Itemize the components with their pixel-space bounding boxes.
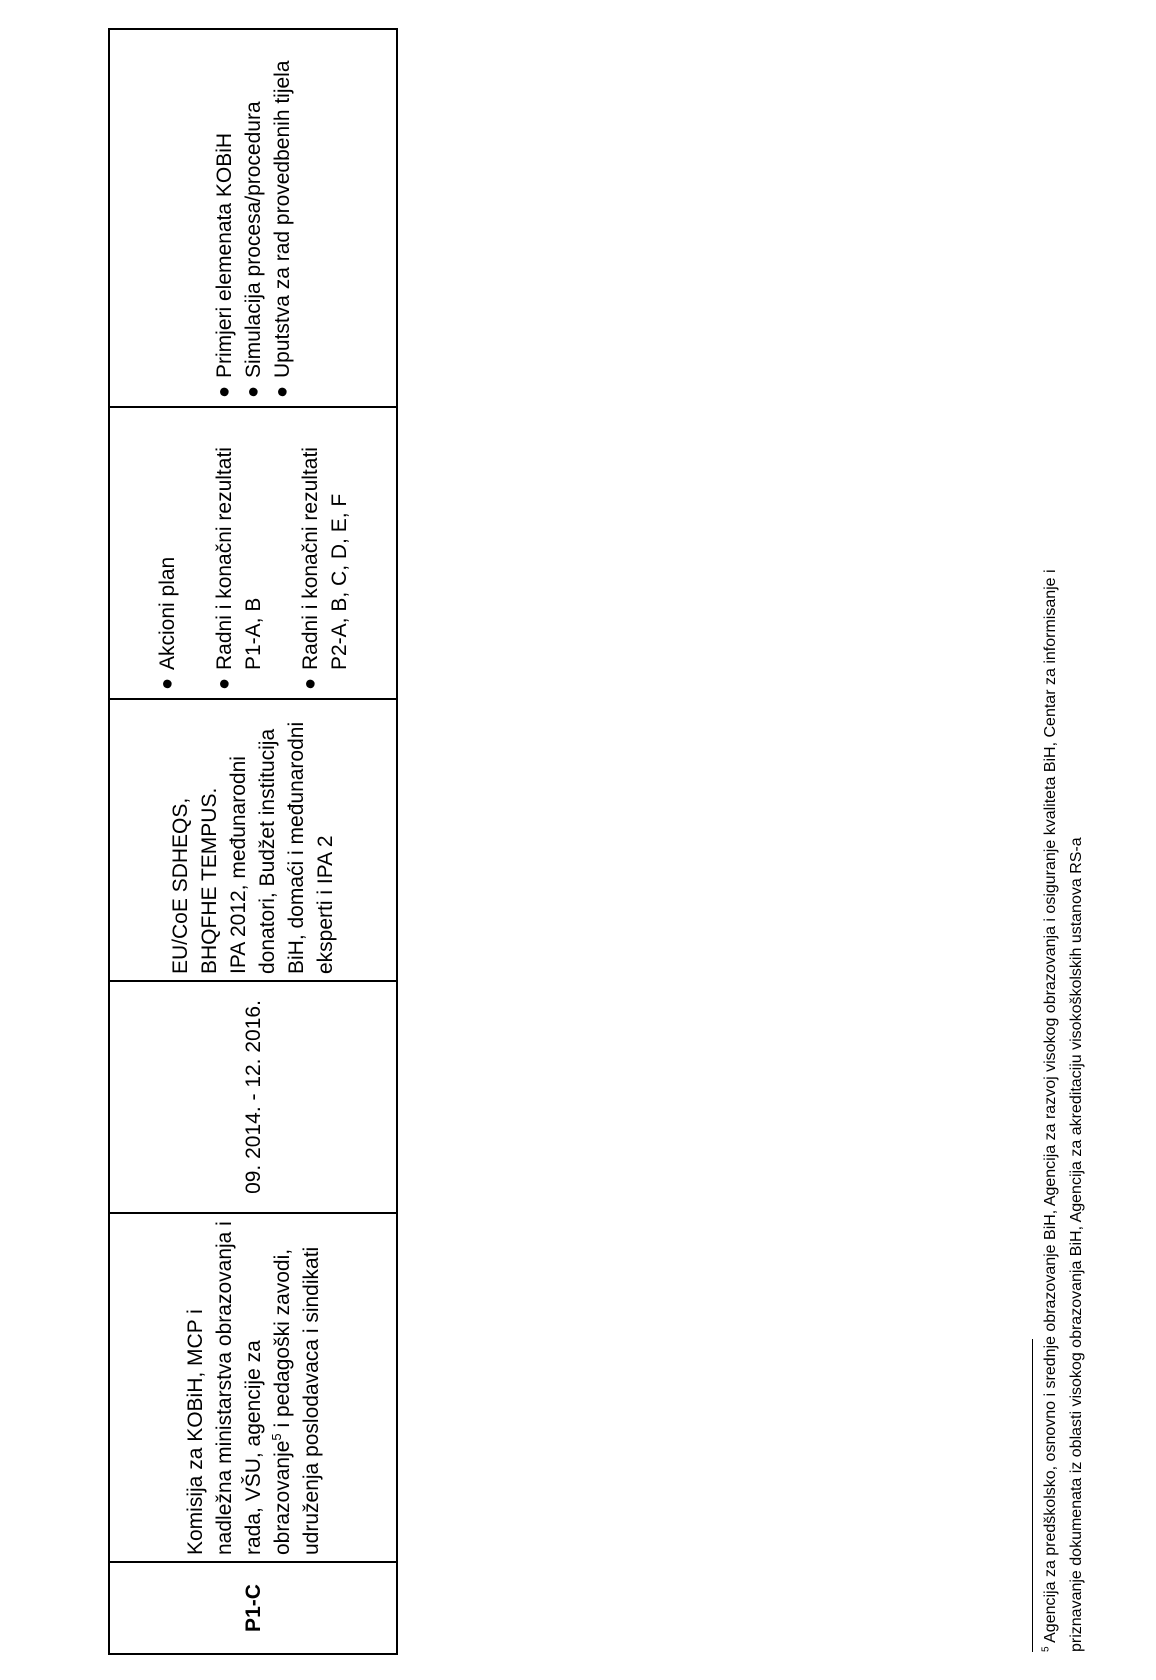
list-item-text: Uputstva za rad provedbenih tijela (270, 60, 294, 378)
list-item-text: Akcioni plan (155, 556, 179, 670)
input-documents (109, 407, 397, 699)
list-item (268, 36, 297, 400)
bullet-icon: ● (155, 677, 178, 690)
outputs-list (210, 36, 297, 400)
expected-outputs (109, 29, 397, 407)
list-item-text: Radni i konačni rezultati P2-A, B, C, D, E, F (298, 447, 351, 670)
bullet-icon: ● (241, 385, 264, 398)
footnote-separator (1032, 1339, 1033, 1652)
documents-list (153, 414, 354, 692)
activity-table (108, 28, 398, 1655)
activity-code: P1-C (109, 1562, 397, 1654)
list-item (153, 414, 182, 692)
funding-sources: EU/CoE SDHEQS, BHQFHE TEMPUS. IPA 2012, međunarodni donatori, Budžet institucija BiH, domaći i međunarodni eksperti i IPA 2 (109, 699, 397, 981)
bullet-icon: ● (212, 677, 235, 690)
bullet-icon: ● (298, 677, 321, 690)
list-item (296, 414, 354, 692)
responsible-text-part2: i pedagoški zavodi, udruženja poslodavaca i sindikati (270, 1246, 323, 1555)
footnote-text: Agencija za predškolsko, osnovno i srednje obrazovanje BiH, Agencija za razvoj visokog obrazovanja i osiguranje kvaliteta BiH, Centar za informisanje i priznavanje dokumenata iz oblasti visokog obrazovanja BiH, Agencija za akreditaciju visokoškolskih ustanova RS-a (1042, 569, 1085, 1652)
footnote (1038, 512, 1090, 1652)
list-item (210, 414, 268, 692)
list-item (210, 36, 239, 400)
period-cell: 09. 2014. - 12. 2016. (109, 981, 397, 1213)
bullet-icon: ● (212, 385, 235, 398)
responsible-text-part1: Komisija za KOBiH, MCP i nadležna ministarstva obrazovanja i rada, VŠU, agencije za obrazovanje (183, 1221, 294, 1555)
footnote-ref: 5 (268, 1433, 284, 1441)
list-item-text: Primjeri elemenata KOBiH (212, 132, 236, 378)
list-item-text: Radni i konačni rezultati P1-A, B (212, 447, 265, 670)
list-item-text: Simulacija procesa/procedura (241, 101, 265, 378)
responsible-bodies (109, 1213, 397, 1562)
list-item (239, 36, 268, 400)
table-row (109, 29, 397, 1654)
footnote-number: 5 (1040, 1646, 1052, 1652)
bullet-icon: ● (270, 385, 293, 398)
